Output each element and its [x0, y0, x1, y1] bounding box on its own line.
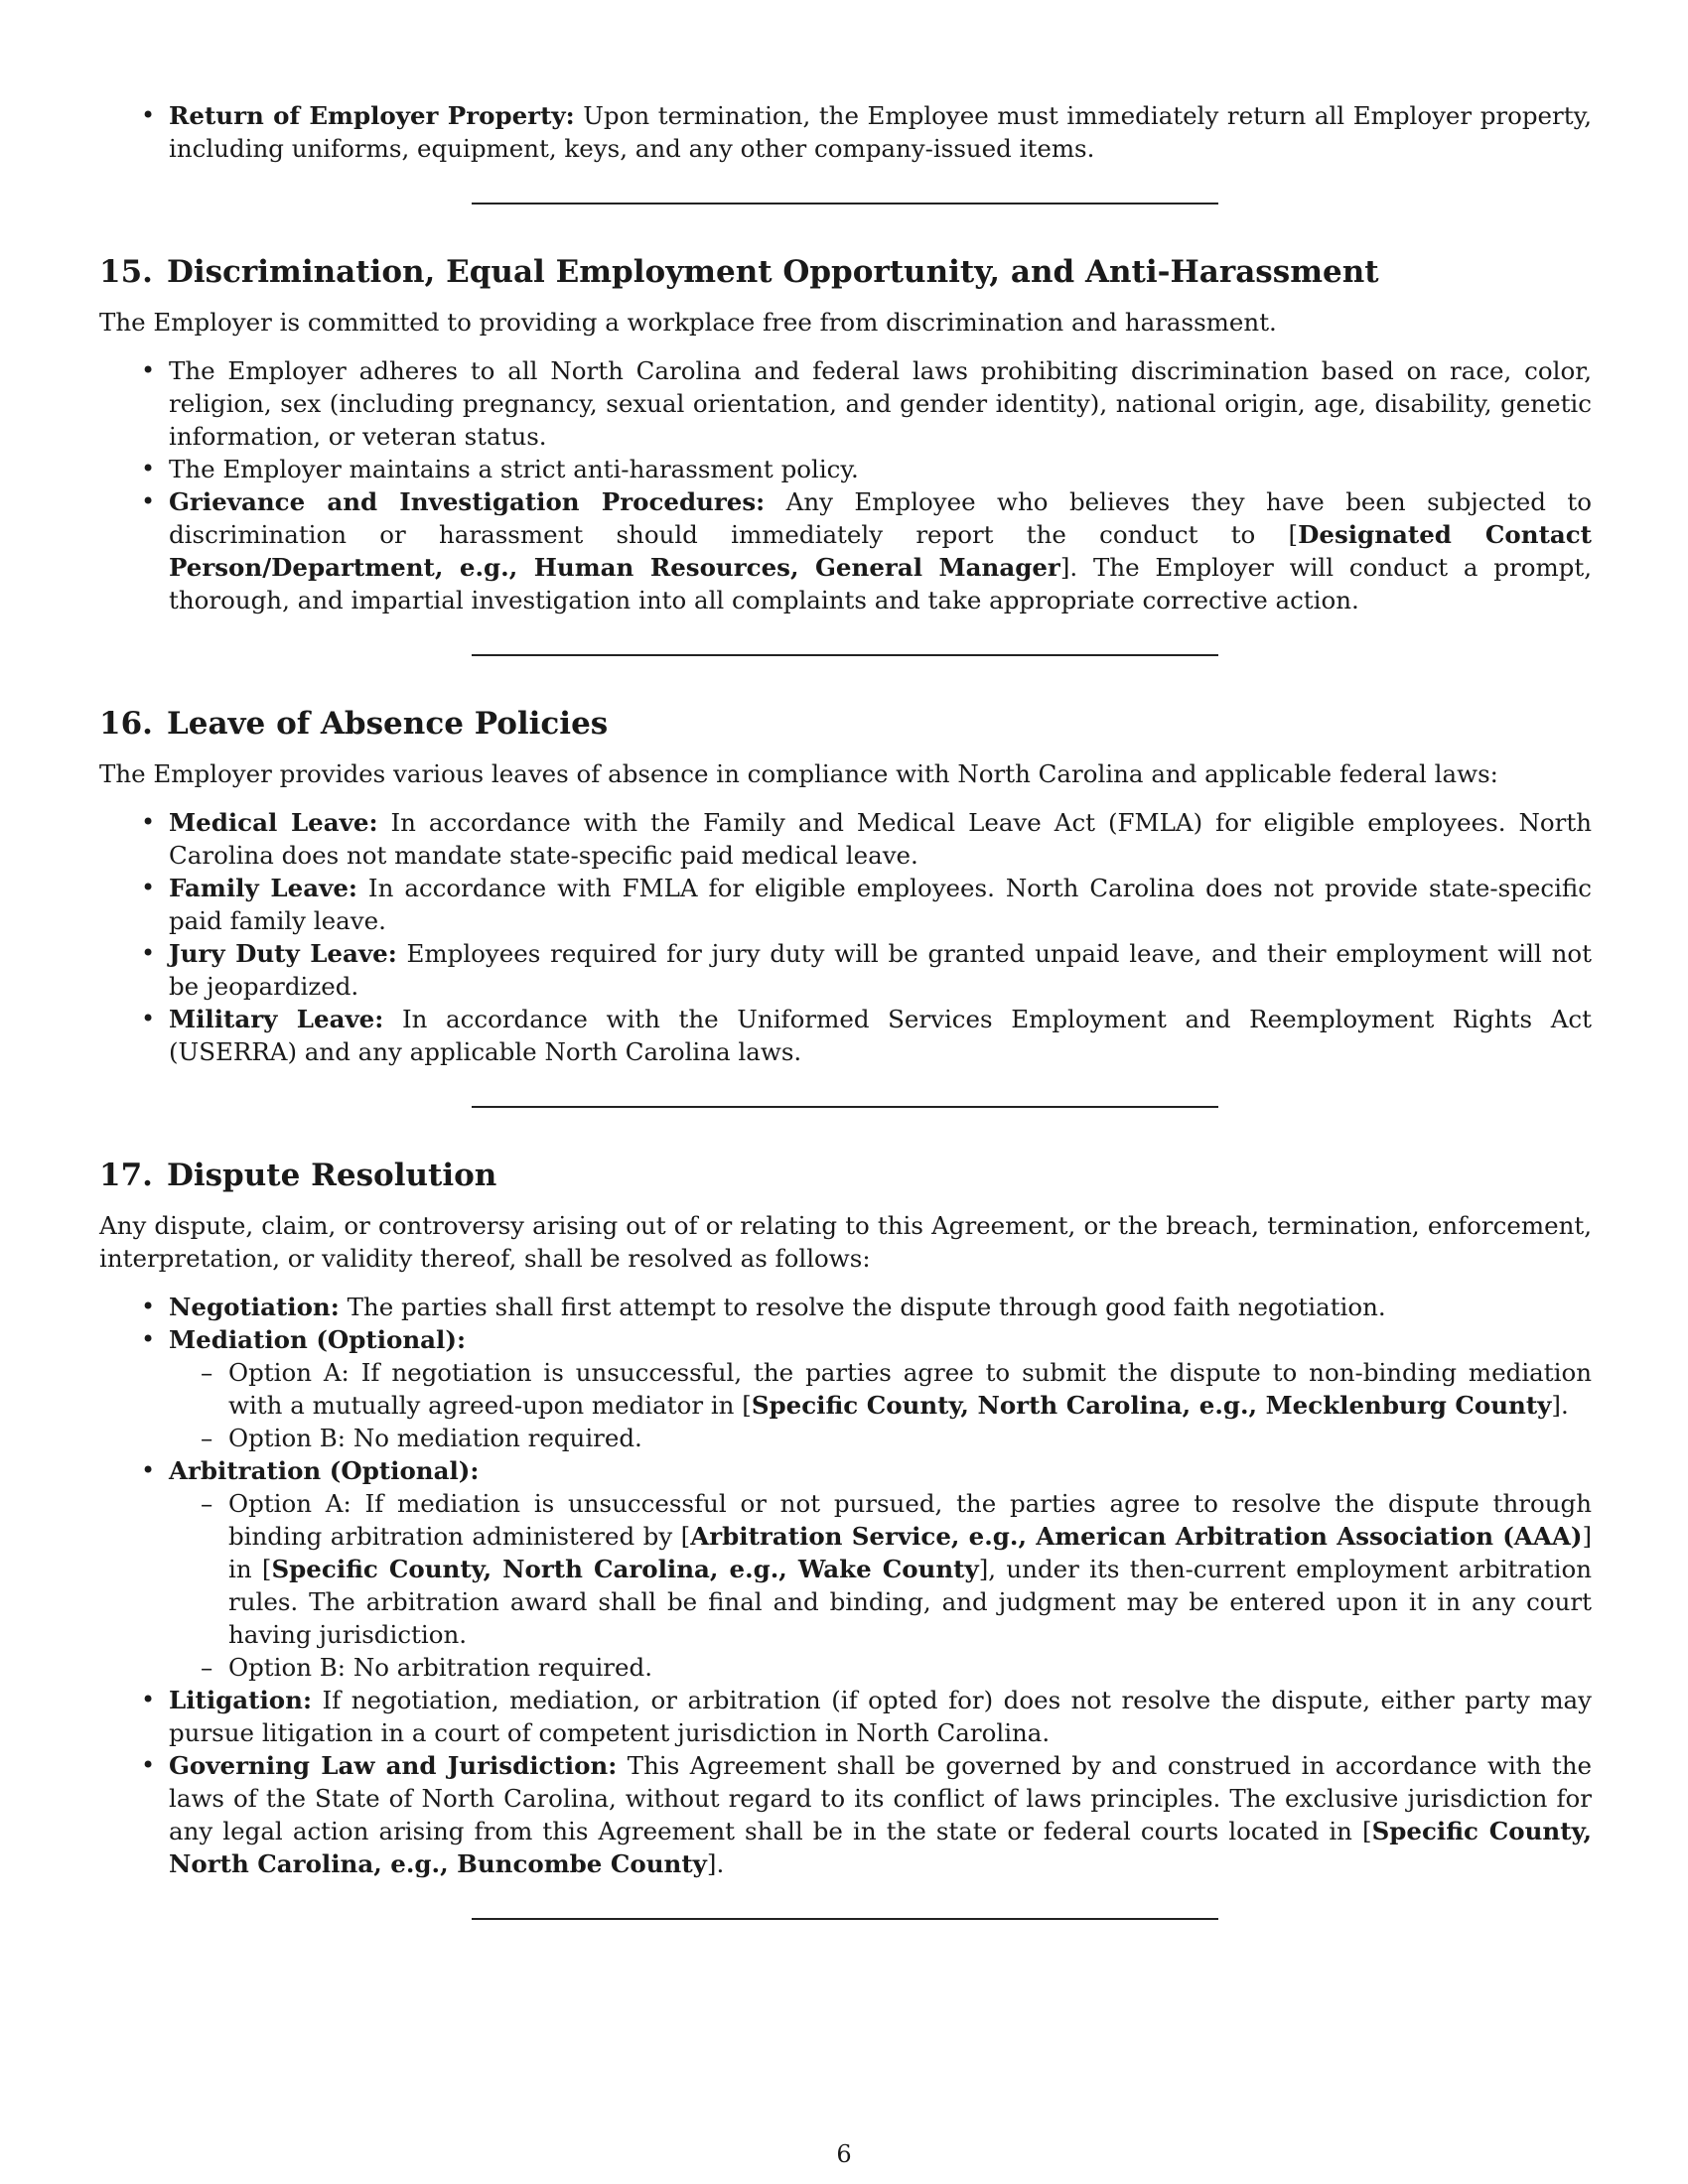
section-list: [99, 354, 1592, 616]
list-item: • Family Leave: In accordance with FMLA for eligible employees. North Carolina does not provide state-specific paid family leave.: [169, 872, 1592, 937]
section-17: [99, 1156, 1592, 1880]
section-divider: [472, 654, 1218, 656]
sub-item: – Option A: If negotiation is unsuccessful, the parties agree to submit the dispute to non-binding mediation with a mutually agreed-upon mediator in [Specific County, North Carolina, e.g., Mecklenburg County].: [228, 1356, 1592, 1422]
section-intro: Any dispute, claim, or controversy arising out of or relating to this Agreement, or the breach, termination, enforcement, interpretation, or validity thereof, shall be resolved as follows:: [99, 1211, 1592, 1273]
section-divider: [472, 1918, 1218, 1920]
item-label: Return of Employer Property:: [169, 101, 575, 130]
list-item: • Litigation: If negotiation, mediation, or arbitration (if opted for) does not resolve the dispute, either party may pursue litigation in a court of competent jurisdiction in North Carolina.: [169, 1684, 1592, 1749]
sub-list: [169, 1356, 1592, 1454]
section-heading: 17. Dispute Resolution: [99, 1158, 497, 1193]
intro-list: [99, 99, 1592, 165]
sub-item: – Option A: If mediation is unsuccessful or not pursued, the parties agree to resolve the dispute through binding arbitration administered by [Arbitration Service, e.g., American Arbitration Association (AAA)] in [Specific County, North Carolina, e.g., Wake County], under its then-current employment arbitration rules. The arbitration award shall be final and binding, and judgment may be entered upon it in any court having jurisdiction.: [228, 1487, 1592, 1651]
section-divider: [472, 1106, 1218, 1108]
list-item: • Medical Leave: In accordance with the Family and Medical Leave Act (FMLA) for eligible employees. North Carolina does not mandate state-specific paid medical leave.: [169, 806, 1592, 872]
section-intro: The Employer provides various leaves of absence in compliance with North Carolina and applicable federal laws:: [99, 759, 1498, 788]
section-15: [99, 252, 1592, 616]
list-item: • Negotiation: The parties shall first attempt to resolve the dispute through good faith negotiation.: [169, 1291, 1592, 1323]
section-16: [99, 704, 1592, 1068]
sub-item: – Option B: No mediation required.: [228, 1422, 1592, 1454]
section-list: [99, 806, 1592, 1068]
section-list: [99, 1291, 1592, 1880]
document-page: [99, 99, 1592, 1920]
list-item: • Jury Duty Leave: Employees required for jury duty will be granted unpaid leave, and their employment will not be jeopardized.: [169, 937, 1592, 1003]
sub-list: [169, 1487, 1592, 1684]
item-text: Upon termination, the Employee must immediately return all Employer property, including uniforms, equipment, keys, and any other company-issued items.: [169, 101, 1592, 163]
list-item: • The Employer adheres to all North Carolina and federal laws prohibiting discrimination based on race, color, religion, sex (including pregnancy, sexual orientation, and gender identity), national origin, age, disability, genetic information, or veteran status.: [169, 354, 1592, 453]
section-intro: The Employer is committed to providing a workplace free from discrimination and harassment.: [99, 308, 1277, 337]
list-item: [169, 99, 1592, 165]
list-item: • Military Leave: In accordance with the Uniformed Services Employment and Reemployment Rights Act (USERRA) and any applicable North Carolina laws.: [169, 1003, 1592, 1068]
section-heading: 16. Leave of Absence Policies: [99, 706, 609, 742]
list-item: • Grievance and Investigation Procedures: Any Employee who believes they have been subjected to discrimination or harassment should immediately report the conduct to [Designated Contact Person/Department, e.g., Human Resources, General Manager]. The Employer will conduct a prompt, thorough, and impartial investigation into all complaints and take appropriate corrective action.: [169, 485, 1592, 616]
list-item: • The Employer maintains a strict anti-harassment policy.: [169, 453, 1592, 485]
section-heading: 15. Discrimination, Equal Employment Opportunity, and Anti-Harassment: [99, 254, 1379, 290]
page-number: 6: [836, 2140, 852, 2168]
section-divider: [472, 203, 1218, 205]
list-item: • Mediation (Optional): – Option A: If negotiation is unsuccessful, the parties agree to submit the dispute to non-binding mediation with a mutually agreed-upon mediator in [Specific County, North Carolina, e.g., Mecklenburg County]. – Option B: No mediation required.: [169, 1323, 1592, 1454]
sub-item: – Option B: No arbitration required.: [228, 1651, 1592, 1684]
list-item: • Governing Law and Jurisdiction: This Agreement shall be governed by and construed in accordance with the laws of the State of North Carolina, without regard to its conflict of laws principles. The exclusive jurisdiction for any legal action arising from this Agreement shall be in the state or federal courts located in [Specific County, North Carolina, e.g., Buncombe County].: [169, 1749, 1592, 1880]
list-item: • Arbitration (Optional): – Option A: If mediation is unsuccessful or not pursued, the parties agree to resolve the dispute through binding arbitration administered by [Arbitration Service, e.g., American Arbitration Association (AAA)] in [Specific County, North Carolina, e.g., Wake County], under its then-current employment arbitration rules. The arbitration award shall be final and binding, and judgment may be entered upon it in any court having jurisdiction. – Option B: No arbitration required.: [169, 1454, 1592, 1684]
